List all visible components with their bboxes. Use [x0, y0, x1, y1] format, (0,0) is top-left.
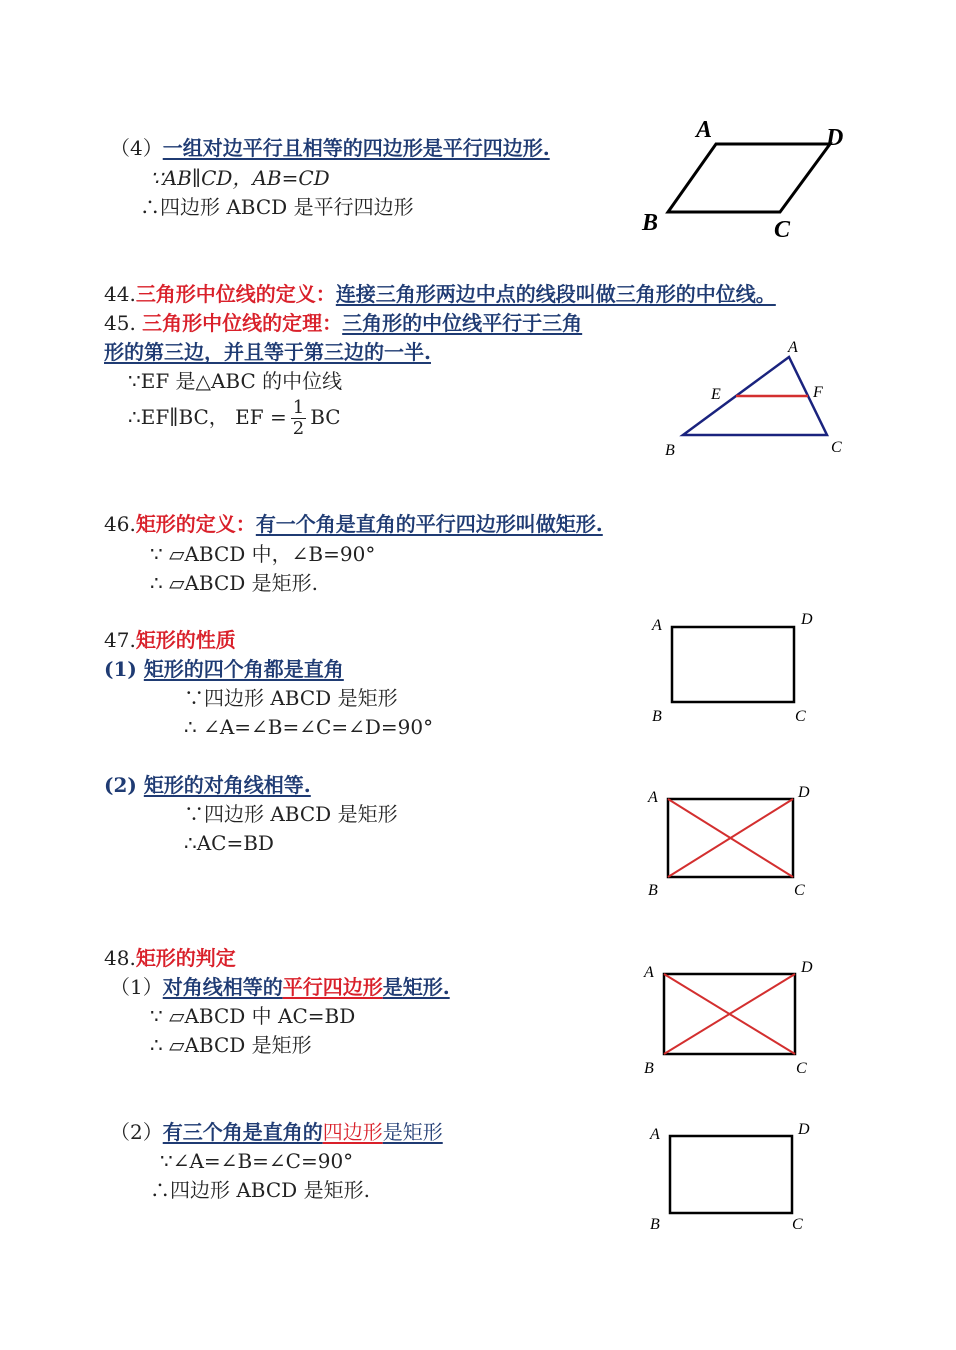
term-label: 三角形中位线的定理： — [142, 311, 343, 335]
criterion-2 — [110, 1119, 443, 1145]
criterion-highlight: 平行四边形 — [282, 975, 383, 999]
item-number: 46. — [104, 512, 136, 536]
item-44 — [104, 281, 776, 307]
rectangle-shape — [670, 1136, 792, 1213]
label-D: D — [801, 611, 813, 628]
label-C: C — [792, 1216, 803, 1233]
label-D: D — [826, 125, 844, 151]
given-line: ∵ ▱ABCD 中 AC=BD — [150, 1004, 356, 1028]
given-line: ∵四边形 ABCD 是矩形 — [184, 802, 398, 826]
criterion-text-end: 是矩形. — [382, 975, 450, 999]
label-A: A — [788, 339, 798, 356]
label-E: E — [711, 386, 721, 403]
rectangle-shape — [672, 627, 794, 702]
criterion-text: 有三个角是直角的 — [162, 1120, 323, 1144]
theorem-title: 一组对边平行且相等的四边形是平行四边形. — [162, 136, 550, 160]
label-C: C — [794, 882, 805, 899]
conclusion-line: ∴AC=BD — [184, 831, 274, 855]
label-D: D — [798, 1121, 810, 1138]
conclusion-line: ∴四边形 ABCD 是矩形. — [150, 1178, 370, 1202]
definition-text: 有一个角是直角的平行四边形叫做矩形. — [255, 512, 603, 536]
triangle-figure — [655, 335, 855, 465]
item-45 — [104, 310, 582, 336]
theorem-text: 三角形的中位线平行于三角 — [342, 311, 583, 335]
theorem-text-cont: 形的第三边，并且等于第三边的一半. — [104, 340, 431, 364]
rectangle-figure-3 — [636, 953, 836, 1083]
label-A: A — [696, 117, 713, 143]
label-B: B — [648, 882, 658, 899]
item-47 — [104, 627, 236, 653]
property-1 — [104, 656, 344, 682]
given-line: ∵EF 是△ABC 的中位线 — [128, 369, 343, 393]
label-F: F — [813, 384, 823, 401]
property-number: (1) — [104, 657, 144, 681]
conclusion-line: ∴ ▱ABCD 是矩形. — [150, 571, 319, 595]
term-label: 矩形的性质 — [135, 628, 236, 652]
label-C: C — [795, 708, 806, 725]
rectangle-figure-1 — [640, 605, 830, 730]
fraction-numerator: 1 — [292, 397, 305, 418]
term-label: 三角形中位线的定义： — [135, 282, 336, 306]
conclusion-line: ∴ ▱ABCD 是矩形 — [150, 1033, 312, 1057]
label-C: C — [774, 217, 791, 243]
label-B: B — [644, 1060, 654, 1077]
item-number: 48. — [104, 946, 136, 970]
term-label: 矩形的判定 — [135, 946, 236, 970]
label-C: C — [831, 439, 842, 456]
definition-text: 连接三角形两边中点的线段叫做三角形的中位线。 — [335, 282, 776, 306]
term-label: 矩形的定义： — [135, 512, 256, 536]
parallelogram-shape — [668, 144, 830, 212]
item-number: 44. — [104, 282, 136, 306]
given-line: ∵四边形 ABCD 是矩形 — [184, 686, 398, 710]
rectangle-figure-2 — [640, 778, 830, 903]
property-2 — [104, 772, 311, 798]
conclusion-part: ∴EF∥BC， EF = — [128, 405, 287, 429]
conclusion-line — [128, 398, 341, 439]
criterion-number: （1） — [110, 975, 163, 999]
item-45-line2 — [104, 339, 431, 365]
rectangle-figure-4 — [640, 1115, 830, 1240]
item-number: 47. — [104, 628, 136, 652]
label-D: D — [801, 959, 813, 976]
label-A: A — [652, 617, 662, 634]
criterion-1 — [110, 974, 450, 1000]
conclusion-line: ∴四边形 ABCD 是平行四边形 — [140, 195, 414, 219]
criterion-highlight: 四边形 — [322, 1120, 383, 1144]
given-line: ∵∠A=∠B=∠C=90° — [160, 1149, 354, 1173]
property-text: 矩形的四个角都是直角 — [143, 657, 344, 681]
label-A: A — [644, 964, 654, 981]
item-48 — [104, 945, 236, 971]
label-B: B — [652, 708, 662, 725]
label-A: A — [648, 789, 658, 806]
item-46 — [104, 511, 603, 537]
fraction-one-half — [291, 398, 306, 439]
label-D: D — [798, 784, 810, 801]
label-B: B — [642, 210, 659, 236]
given-line: ∵AB∥CD，AB=CD — [150, 166, 330, 190]
conclusion-line: ∴ ∠A=∠B=∠C=∠D=90° — [184, 715, 434, 739]
label-B: B — [665, 442, 675, 459]
parallelogram-figure — [630, 110, 870, 245]
criterion-text: 对角线相等的 — [162, 975, 283, 999]
label-B: B — [650, 1216, 660, 1233]
given-line: ∵ ▱ABCD 中，∠B=90° — [150, 542, 376, 566]
item-number: （4） — [110, 136, 163, 160]
property-number: (2) — [104, 773, 144, 797]
criterion-text-end: 是矩形 — [382, 1120, 443, 1144]
criterion-number: （2） — [110, 1120, 163, 1144]
label-C: C — [796, 1060, 807, 1077]
label-A: A — [650, 1126, 660, 1143]
conclusion-part: BC — [310, 405, 341, 429]
item-4-heading — [110, 135, 550, 161]
item-number: 45. — [104, 311, 143, 335]
fraction-denominator: 2 — [292, 418, 305, 439]
property-text: 矩形的对角线相等. — [143, 773, 311, 797]
